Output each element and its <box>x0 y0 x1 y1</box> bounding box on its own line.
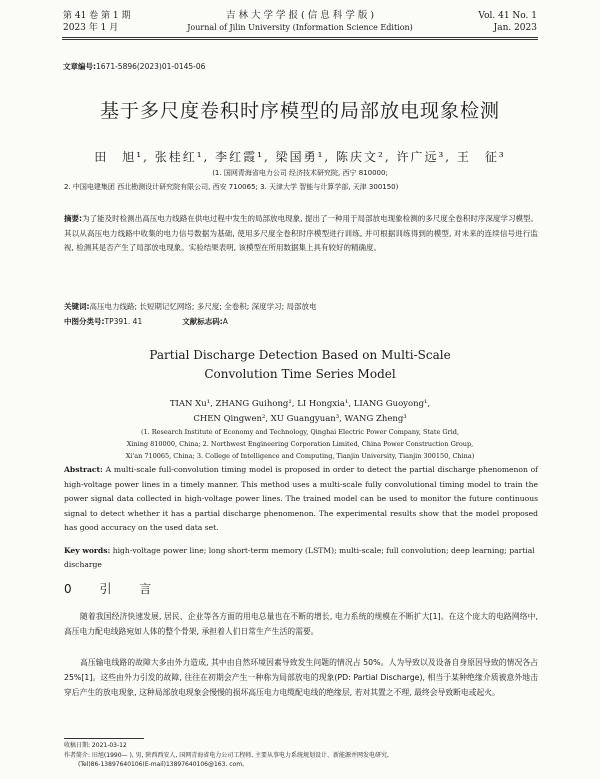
article-number <box>63 61 205 72</box>
affiliation-chinese-2: 2. 中国电建集团 西北勘测设计研究院有限公司, 西安 710065; 3. 天津大学 智能与计算学部, 天津 300150) <box>64 183 399 191</box>
abstract-chinese-text: 为了能及时检测出高压电力线路在供电过程中发生的局部放电现象, 提出了一种用于局部放电现象检测的多尺度全卷积时序深度学习模型。其以从高压电力线路中收集的电力信号数据为基础, 使用多尺度全卷积时序模型进行训练, 并可根据训练得到的模型, 对未来的连续信号进行监视, 检测其是否产生了局部放电现象。实验结果表明, 该模型在所用数据集上具有较好的精确度。 <box>64 214 539 253</box>
keywords-chinese-label: 关键词: <box>64 302 90 311</box>
affiliation-chinese-1: (1. 国网青海省电力公司 经济技术研究院, 西宁 810000; <box>212 169 388 177</box>
keywords-chinese-text: 高压电力线路; 长短期记忆网络; 多尺度; 全卷积; 深度学习; 局部放电 <box>89 302 317 311</box>
keywords-english-text: high-voltage power line; long short-term memory (LSTM); multi-scale; full convolution; deep learning; partial discharge <box>64 546 535 569</box>
doc-code-value: A <box>222 317 228 326</box>
abstract-english <box>64 463 538 536</box>
article-number-label: 文章编号: <box>63 62 96 71</box>
footnote-contact: (Tel)86-13897640106(E-mail)13897640106@163. com。 <box>78 761 249 768</box>
abstract-english-label: Abstract: <box>64 465 103 474</box>
header-date: 2023 年 1 月 <box>63 23 119 33</box>
abstract-english-text: A multi-scale full-convolution timing model is proposed in order to detect the partial discharge phenomenon of high-voltage power lines in a timely manner. This method uses a multi-scale fully convolutional timing model to train the power signal data collected in high-voltage power lines. The trained model can be used to monitor the future continuous signal to detect whether it has a partial discharge phenomenon. The experimental results show that the model proposed has good accuracy on the used data set. <box>64 465 538 533</box>
body-paragraph-2: 高压输电线路的故障大多由外力造成, 其中由自然环境因素导致发生问题的情况占 50%。人为导致以及设备自身原因导致的情况各占 25%[1]。这些由外力引发的故障, 往往在初期会产生一种称为局部放电的现象(PD: Partial Discharge), 相当于某种绝缘介质被意外地击穿后产生的放电现象, 这种局部放电现象会慢慢的损坏高压电力电缆配电线的绝缘层, 若对其置之不理, 最终会导致断电或起火。 <box>64 658 538 697</box>
footnote-rule <box>64 738 144 739</box>
header-rule <box>62 37 538 38</box>
authors-english-line2: CHEN Qingwen², XU Guangyuan³, WANG Zheng³ <box>193 414 407 424</box>
header-journal-cn: 吉 林 大 学 学 报 ( 信 息 科 学 版 ) <box>225 10 375 21</box>
clc-value: TP391. 41 <box>104 317 143 326</box>
affiliation-english-line3: Xi'an 710065, China; 3. College of Intelligence and Computing, Tianjin University, Tianjin 300150, China) <box>125 451 475 460</box>
title-english-line2: Convolution Time Series Model <box>204 367 396 381</box>
abstract-chinese-label: 摘要: <box>64 214 83 223</box>
header-vol-en <box>478 10 537 34</box>
footnote-received: 收稿日期: 2021-03-12 <box>64 742 127 749</box>
authors-english <box>0 397 600 427</box>
title-english-line1: Partial Discharge Detection Based on Multi-Scale <box>149 348 451 362</box>
authors-chinese: 田 旭¹, 张桂红¹, 李红霞¹, 梁国勇¹, 陈庆文², 许广远³, 王 征³ <box>94 150 506 164</box>
header-volume-issue: 第 41 卷 第 1 期 <box>63 11 131 21</box>
article-number-value: 1671-5896(2023)01-0145-06 <box>96 62 206 71</box>
body-paragraph-1: 随着我国经济快速发展, 居民、企业等各方面的用电总量也在不断的增长, 电力系统的规模在不断扩大[1]。在这个庞大的电路网络中, 高压电力配电线路宛如人体的整个骨架, 承担着人们日常生产生活的需要。 <box>64 612 538 636</box>
affiliation-english <box>0 427 600 462</box>
keywords-english-label: Key words: <box>64 546 111 555</box>
footnote-bio: 作者简介: 田旭(1990— ), 男, 陕西西安人, 国网青海省电力公司工程师, 主要从事电力系统规划设计、新能源并网发电研究, <box>64 752 389 759</box>
keywords-english <box>64 544 538 572</box>
section-heading: 0 引 言 <box>64 582 164 596</box>
authors-english-line1: TIAN Xu¹, ZHANG Guihong¹, LI Hongxia¹, LIANG Guoyong¹, <box>169 399 431 409</box>
classification-chinese <box>64 316 228 327</box>
affiliation-english-line2: Xining 810000, China; 2. Northwest Engineering Corporation Limited, China Power Construction Group, <box>126 439 474 448</box>
title-english <box>0 346 600 384</box>
doc-code-label: 文献标志码: <box>182 317 223 326</box>
title-chinese: 基于多尺度卷积时序模型的局部放电现象检测 <box>99 100 500 122</box>
header-vol-no: Vol. 41 No. 1 <box>478 11 537 21</box>
header-rule-thin <box>62 39 538 40</box>
affiliation-english-line1: (1. Research Institute of Economy and Technology, Qinghai Electric Power Company, State Grid, <box>140 428 460 436</box>
clc-label: 中图分类号: <box>64 317 105 326</box>
header-journal-en: Journal of Jilin University (Information Science Edition) <box>187 23 413 32</box>
header-month-year: Jan. 2023 <box>493 23 537 33</box>
keywords-chinese <box>64 301 317 312</box>
abstract-chinese <box>64 212 538 256</box>
